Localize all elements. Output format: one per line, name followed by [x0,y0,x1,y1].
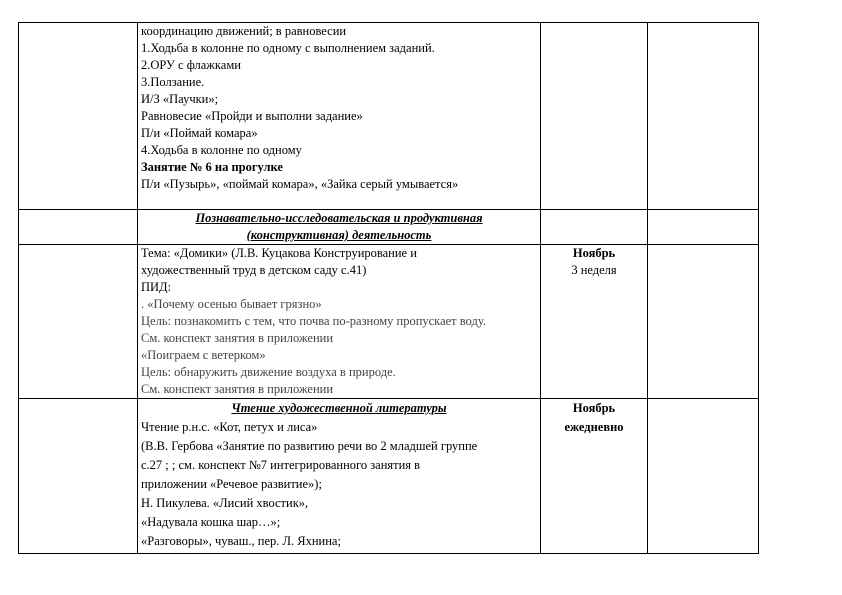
table-row [19,23,759,210]
activity-cell: Тема: «Домики» (Л.В. Куцакова Конструирование и художественный труд в детском саду с.41) ПИД: . «Почему осенью бывает грязно» Цель: познакомить с тем, что почва по-разному пропускает воду. См. конспект занятия в приложении «Поиграем с ветерком» Цель: обнаружить движение воздуха в природе. См. конспект занятия в приложении [138,245,541,399]
walk-games: П/и «Пузырь», «поймай комара», «Зайка серый умывается» [141,177,459,191]
date-cell [541,399,648,554]
walk-title: Занятие № 6 на прогулке [141,160,283,174]
activity-cell: Чтение художественной литературы Чтение р.н.с. «Кот, петух и лиса» (В.В. Гербова «Занятие по развитию речи во 2 младшей группе с.27 ; ; см. конспект №7 интегрированного занятия в приложении «Речевое развитие»); Н. Пикулева. «Лисий хвостик», «Надувала кошка шар…»; «Разговоры», чуваш., пер. Л. Яхнина; [138,399,541,554]
list-item: П/и «Поймай комара» [141,126,258,140]
list-item: координацию движений; в равновесии [141,24,347,38]
table-row [19,245,759,399]
month-label: Ноябрь [572,246,616,260]
week-label: 3 неделя [571,263,617,277]
activity-cell [138,23,541,210]
list-item: 4.Ходьба в колонне по одному [141,143,302,157]
list-item: Равновесие «Пройди и выполни задание» [141,109,363,123]
period-label: ежедневно [564,420,624,434]
list-item: 2.ОРУ с флажками [141,58,241,72]
plan-table [18,22,759,554]
section-header: Чтение художественной литературы [231,401,447,415]
list-item: 1.Ходьба в колонне по одному с выполнением заданий. [141,41,435,55]
table-row [19,210,759,245]
month-label: Ноябрь [572,401,616,415]
section-header: Познавательно-исследовательская и продуктивная (конструктивная) деятельность [138,210,541,245]
list-item: 3.Ползание. [141,75,205,89]
date-cell [541,245,648,399]
list-item: И/З «Паучки»; [141,92,219,106]
table-row [19,399,759,554]
